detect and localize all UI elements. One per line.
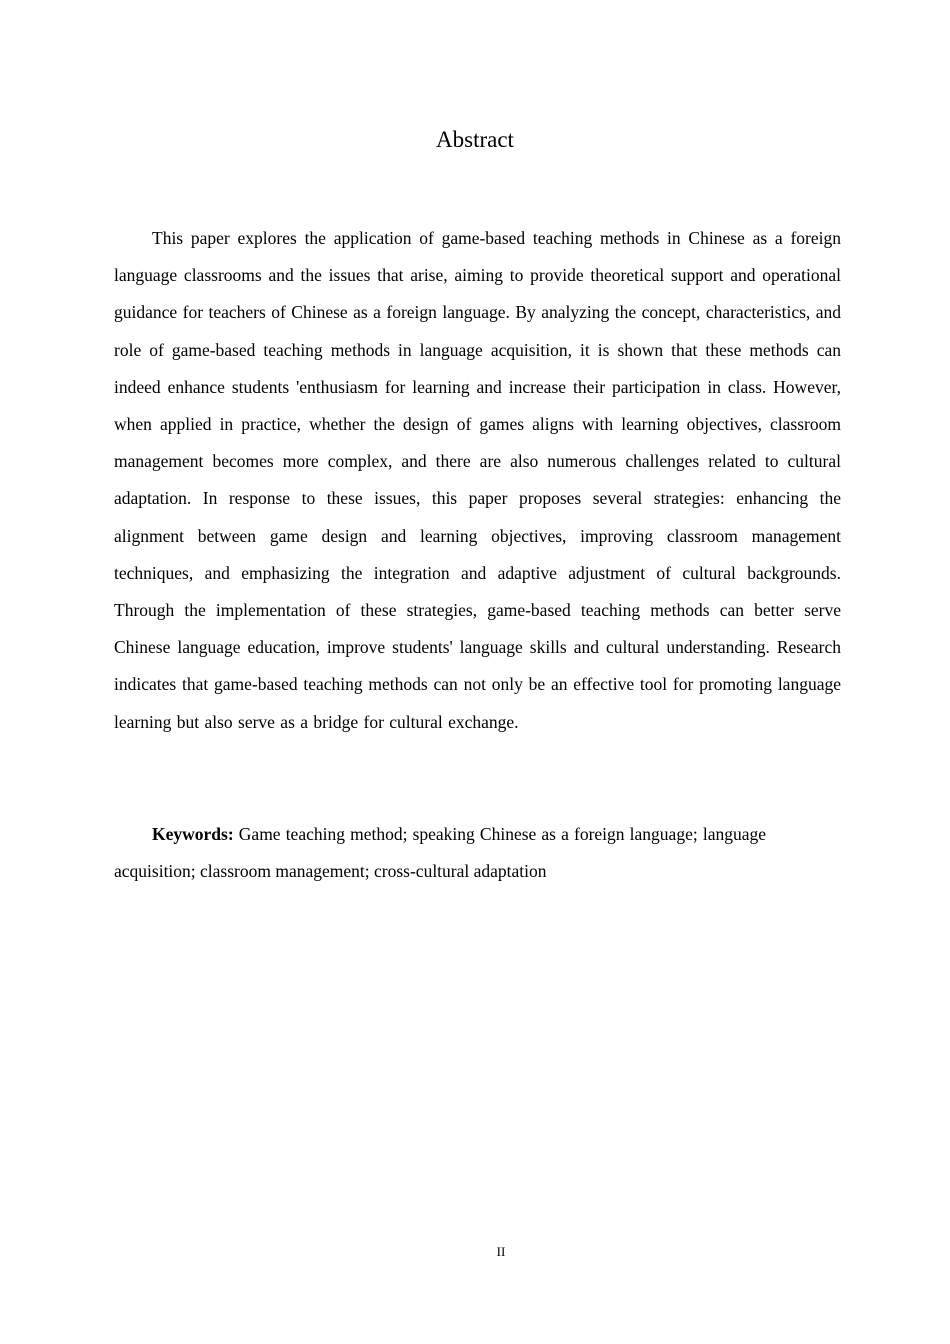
- keywords-text: Game teaching method; speaking Chinese as a foreign language; language acquisition; classroom management; cross-cultural adaptation: [114, 824, 766, 881]
- abstract-title: Abstract: [436, 127, 514, 152]
- abstract-body: This paper explores the application of game-based teaching methods in Chinese as a foreign language classrooms and the issues that arise, aiming to provide theoretical support and operational guidance for teachers of Chinese as a foreign language. By analyzing the concept, characteristics, and role of game-based teaching methods in language acquisition, it is shown that these methods can indeed enhance students 'enthusiasm for learning and increase their participation in class. However, when applied in practice, whether the design of games aligns with learning objectives, classroom management becomes more complex, and there are also numerous challenges related to cultural adaptation. In response to these issues, this paper proposes several strategies: enhancing the alignment between game design and learning objectives, improving classroom management techniques, and emphasizing the integration and adaptive adjustment of cultural backgrounds. Through the implementation of these strategies, game-based teaching methods can better serve Chinese language education, improve students' language skills and cultural understanding. Research indicates that game-based teaching methods can not only be an effective tool for promoting language learning but also serve as a bridge for cultural exchange.: [114, 228, 841, 732]
- page-number: II: [496, 1244, 506, 1259]
- keywords-paragraph: [114, 816, 766, 890]
- keywords-label: Keywords:: [152, 824, 234, 844]
